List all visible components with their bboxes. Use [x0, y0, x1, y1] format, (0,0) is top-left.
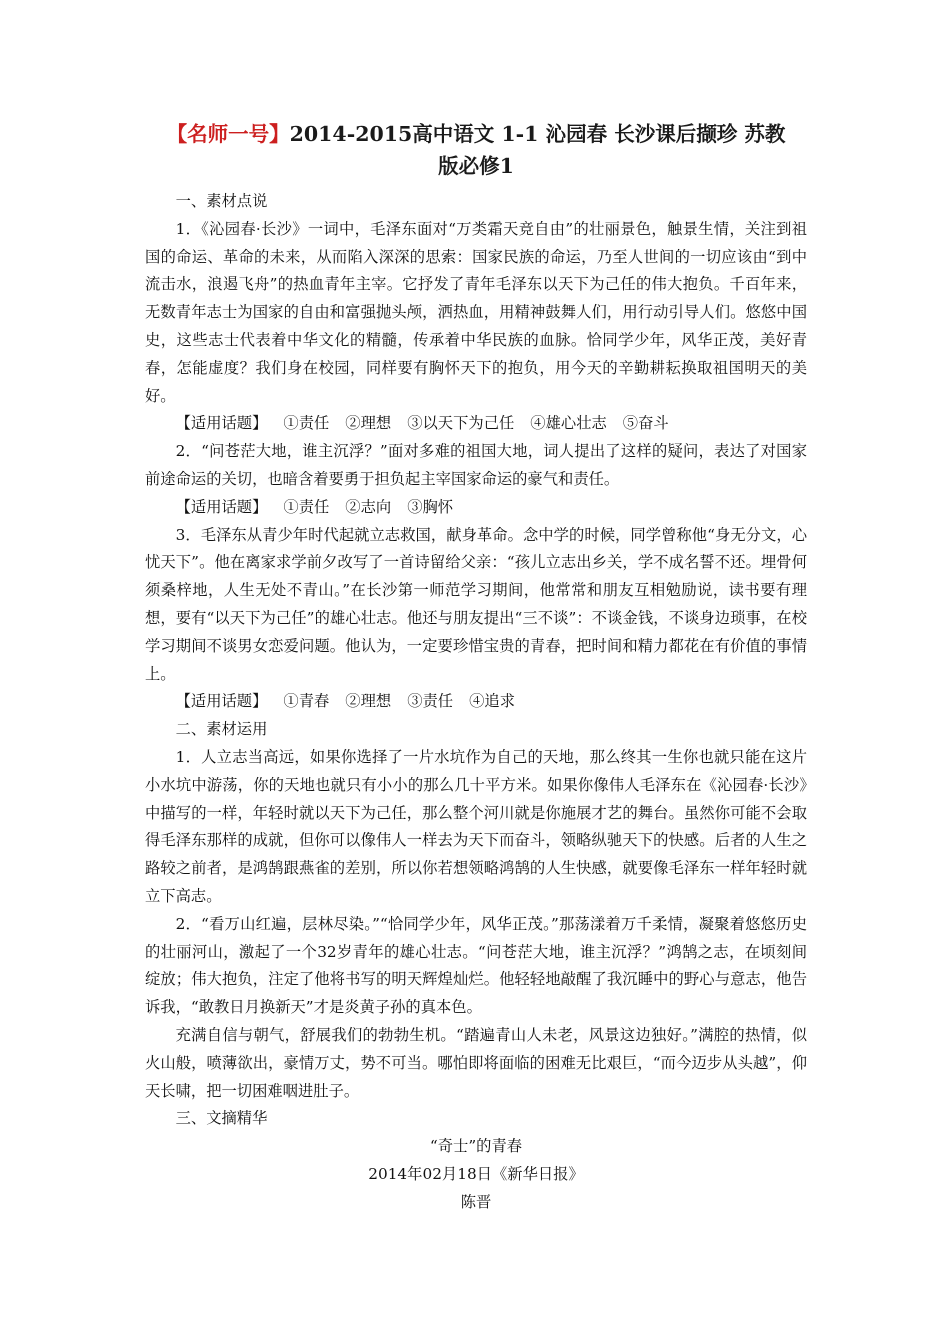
section2-paragraph-3: 充满自信与朝气，舒展我们的勃勃生机。“踏遍青山人未老，风景这边独好。”满腔的热情，似火山般，喷薄欲出，豪情万丈，势不可当。哪怕即将面临的困难无比艰巨，“而今迈步从头越”，仰天长啸，把一切困难咽进肚子。: [145, 1025, 807, 1100]
section2-paragraph-1: 1．人立志当高远，如果你选择了一片水坑作为自己的天地，那么终其一生你也就只能在这片小水坑中游荡，你的天地也就只有小小的那么几十平方米。如果你像伟人毛泽东在《沁园春·长沙》中描写的一样，年轻时就以天下为己任，那么整个河川就是你施展才艺的舞台。虽然你可能不会取得毛泽东那样的成就，但你可以像伟人一样去为天下而奋斗，领略纵驰天下的快感。后者的人生之路较之前者，是鸿鹄跟燕雀的差别，所以你若想领略鸿鹄的人生快感，就要像毛泽东一样年轻时就立下高志。: [145, 747, 807, 905]
topics-label: 【适用话题】: [175, 692, 268, 711]
topic-item: ②理想: [345, 692, 392, 711]
section1-paragraph-3: 3．毛泽东从青少年时代起就立志救国，献身革命。念中学的时候，同学曾称他“身无分文，心忧天下”。他在离家求学前夕改写了一首诗留给父亲：“孩儿立志出乡关，学不成名誓不还。埋骨何须桑梓地，人生无处不青山。”在长沙第一师范学习期间，他常常和朋友互相勉励说，读书要有理想，要有“以天下为己任”的雄心壮志。他还与朋友提出“三不谈”：不谈金钱，不谈身边琐事，在校学习期间不谈男女恋爱问题。他认为，一定要珍惜宝贵的青春，把时间和精力都花在有价值的事情上。: [145, 525, 807, 683]
topics-label: 【适用话题】: [175, 497, 268, 516]
article-author: 陈晋: [460, 1192, 492, 1211]
topic-item: ①青春: [283, 692, 330, 711]
topics-row-1: [145, 410, 807, 438]
document-title: [145, 118, 807, 182]
topics-row-2: [145, 494, 807, 522]
topic-item: ③以天下为己任: [407, 414, 515, 433]
topics-label: 【适用话题】: [175, 414, 268, 433]
title-line2: 版必修1: [438, 154, 514, 178]
section1-heading: 一、素材点说: [175, 192, 268, 210]
section1-paragraph-2: 2．“问苍茫大地，谁主沉浮？”面对多难的祖国大地，词人提出了这样的疑问，表达了对国家前途命运的关切，也暗含着要勇于担负起主宰国家命运的豪气和责任。: [145, 442, 807, 488]
topic-item: ④追求: [469, 692, 516, 711]
section2-paragraph-2: 2．“看万山红遍，层林尽染。”“恰同学少年，风华正茂。”那荡漾着万千柔情，凝聚着悠悠历史的壮丽河山，激起了一个32岁青年的雄心壮志。“问苍茫大地，谁主沉浮？”鸿鹄之志，在顷刻间绽放；伟大抱负，注定了他将书写的明天辉煌灿烂。他轻轻地敲醒了我沉睡中的野心与意志，他告诉我，“敢教日月换新天”才是炎黄子孙的真本色。: [145, 914, 807, 1017]
section1-paragraph-1: 1．《沁园春·长沙》一词中，毛泽东面对“万类霜天竞自由”的壮丽景色，触景生情，关注到祖国的命运、革命的未来，从而陷入深深的思索：国家民族的命运，乃至人世间的一切应该由“到中流击水，浪遏飞舟”的热血青年主宰。它抒发了青年毛泽东以天下为己任的伟大抱负。千百年来，无数青年志士为国家的自由和富强抛头颅，洒热血，用精神鼓舞人们，用行动引导人们。悠悠中国史，这些志士代表着中华文化的精髓，传承着中华民族的血脉。恰同学少年，风华正茂，美好青春，怎能虚度？我们身在校园，同样要有胸怀天下的抱负，用今天的辛勤耕耘换取祖国明天的美好。: [145, 219, 807, 405]
topic-item: ①责任: [283, 414, 330, 433]
topic-item: ②理想: [345, 414, 392, 433]
topic-item: ②志向: [345, 497, 392, 516]
article-source: 2014年02月18日《新华日报》: [368, 1164, 584, 1183]
title-line1: 2014-2015高中语文 1-1 沁园春 长沙课后撷珍 苏教: [289, 122, 786, 146]
topic-item: ①责任: [283, 497, 330, 516]
topic-item: ④雄心壮志: [530, 414, 607, 433]
topic-item: ⑤奋斗: [622, 414, 669, 433]
title-bracket: 【名师一号】: [166, 122, 290, 146]
topic-item: ③责任: [407, 692, 454, 711]
section2-heading: 二、素材运用: [175, 720, 268, 739]
article-title: “奇士”的青春: [429, 1137, 523, 1156]
document-body: [145, 188, 807, 1216]
topic-item: ③胸怀: [407, 497, 454, 516]
topics-row-3: [145, 688, 807, 716]
section3-heading: 三、文摘精华: [175, 1109, 268, 1128]
